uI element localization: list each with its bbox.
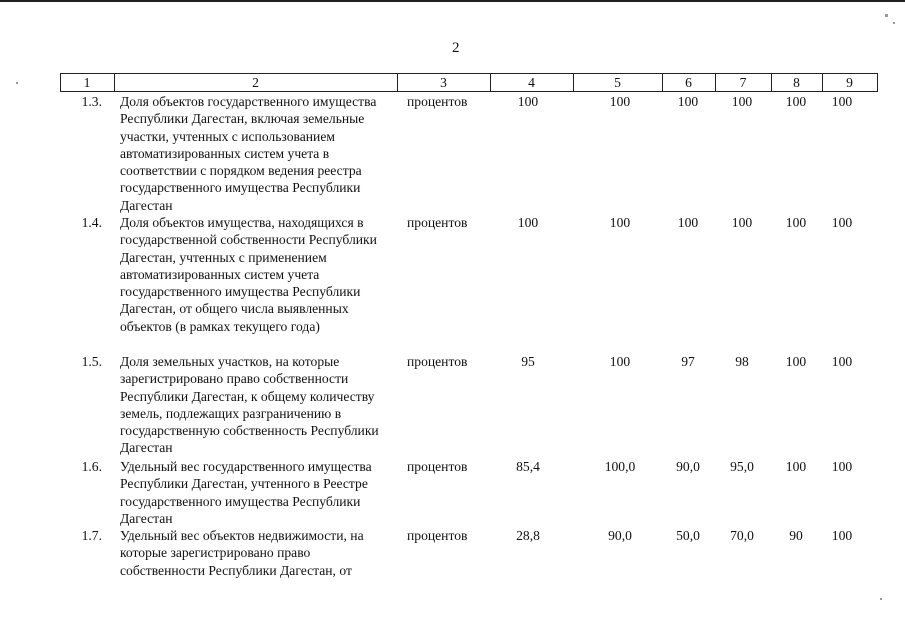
scan-speck bbox=[880, 598, 882, 600]
row-number: 1.5. bbox=[81, 354, 102, 369]
page-number: 2 bbox=[452, 40, 460, 56]
value-col-4: 95 bbox=[521, 354, 535, 369]
indicator-name: Доля объектов имущества, находящихся в государственной собственности Республики Дагестан, учтенных с применением автоматизированных систем учета государственного имущества Республики Дагестан, от общего числа выявленных объектов (в рамках текущего года) bbox=[120, 215, 377, 334]
value-col-8: 100 bbox=[785, 354, 807, 369]
value-col-7: 95,0 bbox=[730, 459, 754, 474]
row-number: 1.3. bbox=[81, 94, 102, 109]
row-number: 1.4. bbox=[81, 215, 102, 230]
value-col-4: 100 bbox=[517, 215, 539, 230]
column-number-4: 4 bbox=[528, 75, 535, 90]
column-number-9: 9 bbox=[846, 75, 853, 90]
value-col-9: 100 bbox=[831, 528, 853, 543]
header-bottom-rule bbox=[60, 91, 878, 92]
unit-cell: процентов bbox=[407, 215, 468, 230]
scan-speck bbox=[885, 14, 888, 17]
value-col-8: 100 bbox=[785, 459, 807, 474]
value-col-5: 100,0 bbox=[604, 459, 636, 474]
value-col-6: 100 bbox=[677, 94, 699, 109]
row-number: 1.6. bbox=[81, 459, 102, 474]
column-number-5: 5 bbox=[614, 75, 621, 90]
unit-cell: процентов bbox=[407, 94, 468, 109]
value-col-4: 85,4 bbox=[516, 459, 540, 474]
value-col-9: 100 bbox=[831, 94, 853, 109]
value-col-7: 100 bbox=[731, 94, 753, 109]
unit-cell: процентов bbox=[407, 354, 468, 369]
value-col-4: 100 bbox=[517, 94, 539, 109]
column-number-1: 1 bbox=[83, 75, 91, 90]
scan-speck bbox=[16, 82, 18, 84]
value-col-6: 50,0 bbox=[676, 528, 700, 543]
unit-cell: процентов bbox=[407, 528, 468, 543]
column-divider bbox=[877, 73, 878, 92]
indicator-name: Удельный вес государственного имущества Республики Дагестан, учтенного в Реестре государственного имущества Республики Дагестан bbox=[120, 459, 372, 526]
value-col-7: 100 bbox=[731, 215, 753, 230]
value-col-8: 100 bbox=[785, 94, 807, 109]
column-number-6: 6 bbox=[685, 75, 692, 90]
scan-speck bbox=[893, 22, 895, 24]
row-number: 1.7. bbox=[81, 528, 102, 543]
value-col-9: 100 bbox=[831, 215, 853, 230]
value-col-7: 70,0 bbox=[730, 528, 754, 543]
scan-top-edge bbox=[0, 0, 905, 2]
column-number-3: 3 bbox=[440, 75, 447, 90]
value-col-7: 98 bbox=[735, 354, 749, 369]
column-number-8: 8 bbox=[793, 75, 800, 90]
value-col-9: 100 bbox=[831, 459, 853, 474]
value-col-8: 90 bbox=[789, 528, 803, 543]
value-col-4: 28,8 bbox=[516, 528, 540, 543]
value-col-6: 90,0 bbox=[676, 459, 700, 474]
value-col-6: 97 bbox=[681, 354, 695, 369]
value-col-5: 100 bbox=[609, 215, 631, 230]
value-col-5: 100 bbox=[609, 94, 631, 109]
value-col-5: 100 bbox=[609, 354, 631, 369]
column-number-2: 2 bbox=[252, 75, 259, 90]
indicator-name: Доля земельных участков, на которые зарегистрировано право собственности Республики Дагестан, к общему количеству земель, подлежащих разграничению в государственную собственность Республики Дагестан bbox=[120, 354, 379, 456]
value-col-6: 100 bbox=[677, 215, 699, 230]
value-col-5: 90,0 bbox=[608, 528, 632, 543]
value-col-8: 100 bbox=[785, 215, 807, 230]
unit-cell: процентов bbox=[407, 459, 468, 474]
indicator-name: Доля объектов государственного имущества Республики Дагестан, включая земельные участки, учтенных с использованием автоматизированных систем учета в соответствии с порядком ведения реестра государственного имущества Республики Дагестан bbox=[120, 94, 377, 213]
column-number-7: 7 bbox=[739, 75, 747, 90]
indicator-name: Удельный вес объектов недвижимости, на которые зарегистрировано право собственности Республики Дагестан, от bbox=[120, 528, 364, 578]
value-col-9: 100 bbox=[831, 354, 853, 369]
